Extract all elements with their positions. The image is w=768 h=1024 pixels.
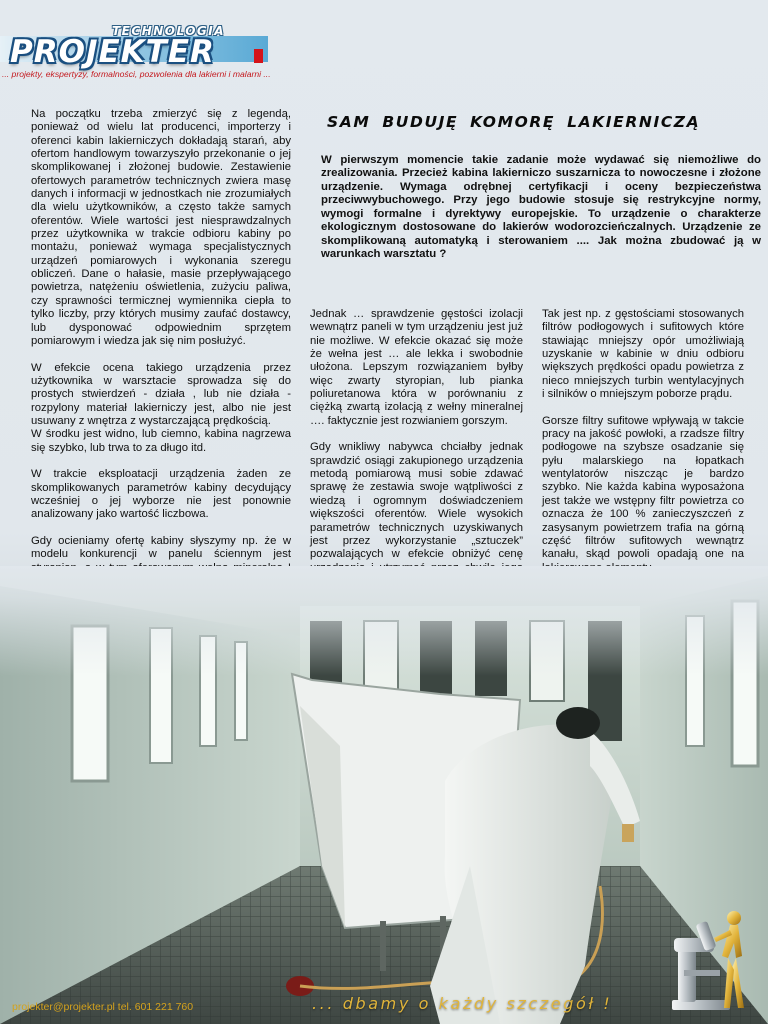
paragraph: Gdy wnikliwy nabywca chciałby jednak sprawdzić osiągi zakupionego urządzenia metodą pomiarową musi sobie zdawać sprawę że zestawia swoje wątpliwości z wiedzą i ogromnym doświadczeniem większości oferentów. Wiele wysokich parametrów technicznych uzyskiwanych jest przez wykorzystanie „sztuczek” pozwalających w efekcie obniżyć cenę	[310, 441, 523, 561]
paragraph: Gorsze filtry sufitowe wpływają w takcie pracy na jakość powłoki, a rzadsze filtry podłogowe na szybsze osadzanie się pyłu malarskiego na łopatkach wentylatorów niszcząc je bardzo szybko. Nie każda kabina wyposażona jest także we wstępny filtr powietrza co oznacza że 100 % zanieczyszczeń z zasysanym powietrzem trafia na górną część filtrów sufitowych wewnątrz kanału, skąd powoli opadają one na	[542, 414, 744, 561]
article-right-column	[542, 308, 744, 588]
company-logo[interactable]	[0, 20, 268, 70]
article-left-column	[31, 108, 291, 615]
article-middle-column	[310, 308, 523, 602]
article-title: SAM BUDUJĘ KOMORĘ LAKIERNICZĄ	[327, 113, 701, 131]
logo-red-mark	[254, 49, 263, 63]
paragraph: Tak jest np. z gęstościami stosowanych filtrów podłogowych i sufitowych które stawiając mniejszy opór umożliwiają uzyskanie w kabinie w dniu odbioru większych prędkości opadu powietrza z nieco mniejszych turbin wentylacyjnych i silników o mniejszym poborze prądu.	[542, 308, 744, 401]
article-lead: W pierwszym momencie takie zadanie może wydawać się niemożliwe do zrealizowania. Przecież kabina lakierniczo suszarnicza to nowoczesne i złożone urządzenie. Wymaga odrębnej certyfikacji i oceny bezpieczeństwa przeciwwybuchowego. Przy jego budowie stosuje się restrykcyjne normy, wymogi formalne i dyrektywy europejskie. To urządzenie o charakterze ekologicznym dostosowane do lakierów wodorozcieńczalnych. Urządzenie ze skomplikowaną automatyką i sterowaniem .... Jak można zbudować ją w warunkach warsztatu ?	[321, 154, 761, 261]
paragraph: Na początku trzeba zmierzyć się z legendą, ponieważ od wielu lat producenci, importerzy i oferenci kabin lakierniczych dokładają starań, aby ofertom handlowym towarzyszyło przekonanie o jej skomplikowanej i złożonej budowie. Zestawienie ofertowych parametrów technicznych zwiera masę danych i informacji w jednostkach nie zrozumiałych dla wielu użytkowników, a często także samych oferentów. Wiele wartości jest niesprawdzalnych przez użytkownika w trakcie odbioru kabiny po montażu, ponieważ wymaga specjalistycznych urządzeń pomiarowych i wykonania szeregu obliczeń. Dane o hałasie, masie przepływającego powietrza, natężeniu oświetlenia, zużyciu paliwa, czy sprawności termicznej wymiennika ciepła to tylko liczby, przy których musimy zaufać dostawcy, lub dysponować odpowiednim sprzętem pomiarowym i wiedza jak się nim posłużyć.	[31, 108, 291, 347]
paragraph: W efekcie ocena takiego urządzenia przez użytkownika w warsztacie sprowadza się do prostych stwierdzeń - działa , lub nie działa - rozpylony materiał lakierniczy jest, albo nie jest usuwany z wnętrza z wystarczającą prędkością.	[31, 361, 291, 427]
footer-contact[interactable]: projekter@projekter.pl tel. 601 221 760	[12, 1001, 194, 1013]
paragraph: W środku jest widno, lub ciemno, kabina nagrzewa się szybko, lub trwa to za długo itd.	[31, 428, 291, 454]
logo-technology-text: TECHNOLOGIA	[112, 24, 225, 38]
paragraph: W trakcie eksploatacji urządzenia żaden ze skomplikowanych parametrów kabiny decydujący wcześniej o jej wyborze nie jest ponownie analizowany jako wartość liczbowa.	[31, 468, 291, 521]
company-tagline: ... projekty, ekspertyzy, formalności, pozwolenia dla lakierni i malarni ...	[2, 69, 271, 79]
microscope-ornament-icon	[664, 908, 754, 1014]
paragraph: Jednak … sprawdzenie gęstości izolacji wewnątrz paneli w tym urządzeniu jest już nie możliwe. W efekcie okazać się może że wełna jest … ale lekka i swobodnie ułożona. Lepszym rozwiązaniem byłby więc zwarty styropian, lub pianka poliuretanowa która w porównaniu z ciężką zwartą izolacją z wełny mineralnej …. faktycznie jest rozwianiem gorszym.	[310, 308, 523, 427]
paragraph: Gdy ocieniamy ofertę kabiny słyszymy np. że w modelu konkurencji w panelu ściennym jest	[31, 535, 291, 561]
photo-top-fade	[0, 566, 768, 676]
logo-brand-text: PROJEKTER	[10, 34, 215, 70]
footer-slogan: ... dbamy o każdy szczegół !	[312, 994, 613, 1013]
